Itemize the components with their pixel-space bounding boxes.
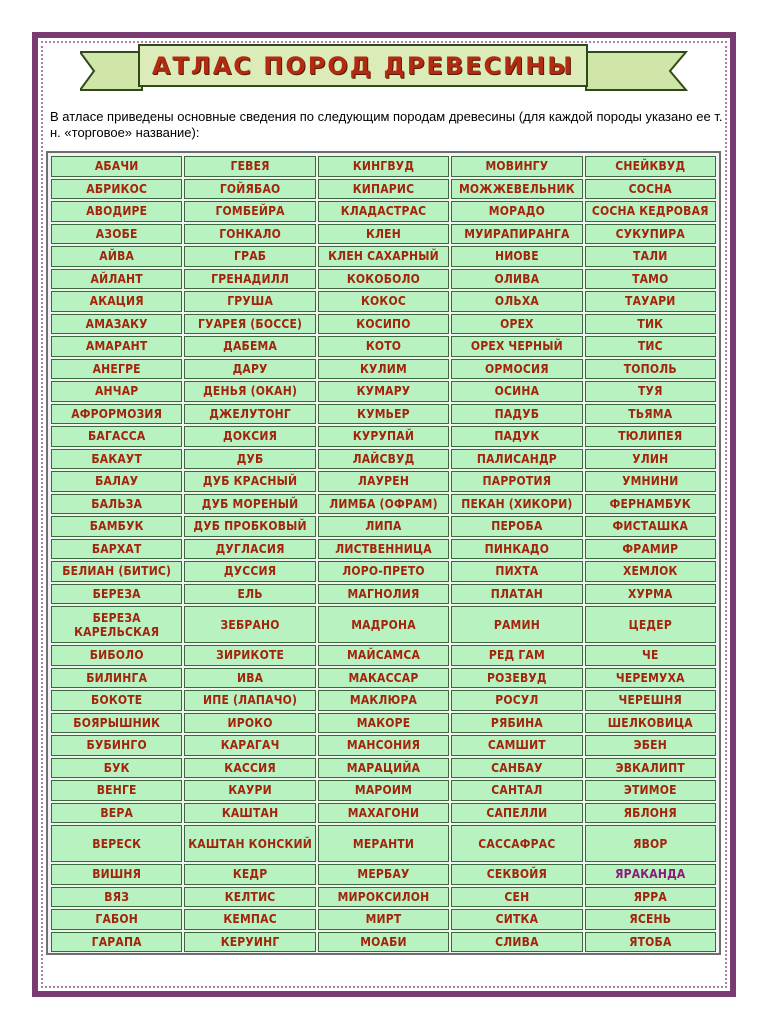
species-cell: ОЛЬХА — [451, 291, 582, 312]
species-cell: МИРОКСИЛОН — [318, 887, 449, 908]
species-cell: ЭБЕН — [585, 735, 716, 756]
species-cell: ТАУАРИ — [585, 291, 716, 312]
species-cell: ДАРУ — [184, 359, 315, 380]
species-cell: ГРАБ — [184, 246, 315, 267]
species-cell: ХЕМЛОК — [585, 561, 716, 582]
species-cell: КАШТАН — [184, 803, 315, 824]
species-cell: ПАРРОТИЯ — [451, 471, 582, 492]
species-cell: РОСУЛ — [451, 690, 582, 711]
species-cell: ЛОРО-ПРЕТО — [318, 561, 449, 582]
species-cell: ВЕРА — [51, 803, 182, 824]
species-cell: БЕРЕЗА — [51, 584, 182, 605]
species-cell: МОЖЖЕВЕЛЬНИК — [451, 179, 582, 200]
species-cell: КЛЕН — [318, 224, 449, 245]
species-cell: ДОКСИЯ — [184, 426, 315, 447]
species-cell: ФИСТАШКА — [585, 516, 716, 537]
column-4 — [451, 156, 582, 952]
species-cell: БАМБУК — [51, 516, 182, 537]
species-cell: ТАЛИ — [585, 246, 716, 267]
species-cell: САПЕЛЛИ — [451, 803, 582, 824]
species-cell: КАССИЯ — [184, 758, 315, 779]
species-cell: КОТО — [318, 336, 449, 357]
species-cell: ЯСЕНЬ — [585, 909, 716, 930]
species-cell: ПАЛИСАНДР — [451, 449, 582, 470]
species-cell: КЕДР — [184, 864, 315, 885]
species-cell: ЛАУРЕН — [318, 471, 449, 492]
species-cell: РАМИН — [451, 606, 582, 643]
species-cell: ДЕНЬЯ (ОКАН) — [184, 381, 315, 402]
species-cell: МОАБИ — [318, 932, 449, 953]
species-cell: АВОДИРЕ — [51, 201, 182, 222]
species-cell: КАРАГАЧ — [184, 735, 315, 756]
species-cell: ОСИНА — [451, 381, 582, 402]
species-cell: КУЛИМ — [318, 359, 449, 380]
species-cell: ЕЛЬ — [184, 584, 315, 605]
species-cell: ЧЕ — [585, 645, 716, 666]
species-cell: САНБАУ — [451, 758, 582, 779]
species-cell: ВИШНЯ — [51, 864, 182, 885]
species-cell: ГРЕНАДИЛЛ — [184, 269, 315, 290]
species-cell: ОЛИВА — [451, 269, 582, 290]
species-cell: ТИК — [585, 314, 716, 335]
species-cell: МАНСОНИЯ — [318, 735, 449, 756]
species-cell: ТОПОЛЬ — [585, 359, 716, 380]
species-cell: АФРОРМОЗИЯ — [51, 404, 182, 425]
species-cell: ЧЕРЕШНЯ — [585, 690, 716, 711]
species-cell: ДУССИЯ — [184, 561, 315, 582]
species-cell: ВЕНГЕ — [51, 780, 182, 801]
species-cell: ЯРАКАНДА — [585, 864, 716, 885]
species-cell: КОКОС — [318, 291, 449, 312]
species-cell: ПИХТА — [451, 561, 582, 582]
species-cell: ГАРАПА — [51, 932, 182, 953]
species-cell: ГУАРЕЯ (БОССЕ) — [184, 314, 315, 335]
species-cell: КУМЬЕР — [318, 404, 449, 425]
species-cell: БОКОТЕ — [51, 690, 182, 711]
species-cell: ЧЕРЕМУХА — [585, 668, 716, 689]
species-cell: КИНГВУД — [318, 156, 449, 177]
species-cell: МАРАЦИЙА — [318, 758, 449, 779]
banner-ribbon-right — [578, 40, 688, 100]
species-cell: СИТКА — [451, 909, 582, 930]
species-cell: САНТАЛ — [451, 780, 582, 801]
species-cell: ГАБОН — [51, 909, 182, 930]
species-cell: АБРИКОС — [51, 179, 182, 200]
species-cell: АНЧАР — [51, 381, 182, 402]
species-cell: ДЖЕЛУТОНГ — [184, 404, 315, 425]
intro-text: В атласе приведены основные сведения по следующим породам древесины (для каждой породы указано ее т. н. «торговое» название): — [50, 109, 723, 140]
species-cell: ТЮЛИПЕЯ — [585, 426, 716, 447]
species-cell: МАКОРЕ — [318, 713, 449, 734]
species-cell: ГОЙЯБАО — [184, 179, 315, 200]
species-cell: АЙВА — [51, 246, 182, 267]
species-cell: ФЕРНАМБУК — [585, 494, 716, 515]
species-cell: РЕД ГАМ — [451, 645, 582, 666]
species-cell: КАУРИ — [184, 780, 315, 801]
species-cell: ЭВКАЛИПТ — [585, 758, 716, 779]
species-cell: ФРАМИР — [585, 539, 716, 560]
species-cell: МЕРАНТИ — [318, 825, 449, 862]
species-cell: РЯБИНА — [451, 713, 582, 734]
species-cell: МОРАДО — [451, 201, 582, 222]
species-cell: ПЕКАН (ХИКОРИ) — [451, 494, 582, 515]
species-cell: ГЕВЕЯ — [184, 156, 315, 177]
species-cell: БАЛАУ — [51, 471, 182, 492]
species-cell: МЕРБАУ — [318, 864, 449, 885]
species-cell: ЛИСТВЕННИЦА — [318, 539, 449, 560]
column-2 — [184, 156, 315, 952]
species-cell: МАКАССАР — [318, 668, 449, 689]
species-cell: ВЕРЕСК — [51, 825, 182, 862]
species-cell: АЗОБЕ — [51, 224, 182, 245]
column-1 — [51, 156, 182, 952]
species-cell: МОВИНГУ — [451, 156, 582, 177]
species-cell: АМАЗАКУ — [51, 314, 182, 335]
species-cell: БИЛИНГА — [51, 668, 182, 689]
species-cell: УМНИНИ — [585, 471, 716, 492]
species-cell: МАХАГОНИ — [318, 803, 449, 824]
species-cell: СОСНА КЕДРОВАЯ — [585, 201, 716, 222]
species-cell: ЗИРИКОТЕ — [184, 645, 315, 666]
species-cell: АБАЧИ — [51, 156, 182, 177]
species-cell: МАГНОЛИЯ — [318, 584, 449, 605]
species-cell: НИОВЕ — [451, 246, 582, 267]
species-cell: СОСНА — [585, 179, 716, 200]
species-cell: РОЗЕВУД — [451, 668, 582, 689]
species-cell: САМШИТ — [451, 735, 582, 756]
species-cell: МАРОИМ — [318, 780, 449, 801]
species-cell: ПАДУБ — [451, 404, 582, 425]
species-cell: ЛИПА — [318, 516, 449, 537]
species-cell: ТАМО — [585, 269, 716, 290]
species-cell: СУКУПИРА — [585, 224, 716, 245]
species-cell: БЕРЕЗА КАРЕЛЬСКАЯ — [51, 606, 182, 643]
species-cell: ТЬЯМА — [585, 404, 716, 425]
species-cell: ПИНКАДО — [451, 539, 582, 560]
species-cell: ПЛАТАН — [451, 584, 582, 605]
species-cell: ЛАЙСВУД — [318, 449, 449, 470]
species-cell: КОСИПО — [318, 314, 449, 335]
column-3 — [318, 156, 449, 952]
species-cell: ТИС — [585, 336, 716, 357]
species-cell: КАШТАН КОНСКИЙ — [184, 825, 315, 862]
species-cell: МАКЛЮРА — [318, 690, 449, 711]
species-cell: БАГАССА — [51, 426, 182, 447]
species-cell: ТУЯ — [585, 381, 716, 402]
column-5 — [585, 156, 716, 952]
species-cell: БАКАУТ — [51, 449, 182, 470]
species-cell: ЛИМБА (ОФРАМ) — [318, 494, 449, 515]
species-cell: ДУГЛАСИЯ — [184, 539, 315, 560]
species-cell: БАЛЬЗА — [51, 494, 182, 515]
species-cell: ЯВОР — [585, 825, 716, 862]
species-cell: БУК — [51, 758, 182, 779]
species-cell: СЕКВОЙЯ — [451, 864, 582, 885]
species-cell: ЯБЛОНЯ — [585, 803, 716, 824]
species-cell: БОЯРЫШНИК — [51, 713, 182, 734]
species-cell: МАДРОНА — [318, 606, 449, 643]
species-cell: АМАРАНТ — [51, 336, 182, 357]
wood-species-table — [46, 151, 721, 955]
species-cell: ОРЕХ ЧЕРНЫЙ — [451, 336, 582, 357]
species-cell: СНЕЙКВУД — [585, 156, 716, 177]
title-banner — [138, 44, 588, 87]
species-cell: ДУБ ПРОБКОВЫЙ — [184, 516, 315, 537]
species-cell: ЯРРА — [585, 887, 716, 908]
species-cell: БЕЛИАН (БИТИС) — [51, 561, 182, 582]
species-cell: ИПЕ (ЛАПАЧО) — [184, 690, 315, 711]
species-cell: ПЕРОБА — [451, 516, 582, 537]
species-cell: ГРУША — [184, 291, 315, 312]
species-cell: ДУБ МОРЕНЫЙ — [184, 494, 315, 515]
species-cell: МАЙСАМСА — [318, 645, 449, 666]
species-cell: ЭТИМОЕ — [585, 780, 716, 801]
species-cell: СЛИВА — [451, 932, 582, 953]
species-cell: ДУБ — [184, 449, 315, 470]
species-cell: КЛЕН САХАРНЫЙ — [318, 246, 449, 267]
species-cell: ДУБ КРАСНЫЙ — [184, 471, 315, 492]
species-cell: ВЯЗ — [51, 887, 182, 908]
species-cell: КЕЛТИС — [184, 887, 315, 908]
species-cell: ИРОКО — [184, 713, 315, 734]
species-cell: УЛИН — [585, 449, 716, 470]
species-cell: МИРТ — [318, 909, 449, 930]
species-cell: ЦЕДЕР — [585, 606, 716, 643]
species-cell: ПАДУК — [451, 426, 582, 447]
species-cell: ДАБЕМА — [184, 336, 315, 357]
species-cell: АЙЛАНТ — [51, 269, 182, 290]
species-cell: ОРЕХ — [451, 314, 582, 335]
species-cell: КИПАРИС — [318, 179, 449, 200]
species-cell: АКАЦИЯ — [51, 291, 182, 312]
species-cell: ОРМОСИЯ — [451, 359, 582, 380]
species-cell: САССАФРАС — [451, 825, 582, 862]
species-cell: ШЕЛКОВИЦА — [585, 713, 716, 734]
species-cell: КОКОБОЛО — [318, 269, 449, 290]
species-cell: БИБОЛО — [51, 645, 182, 666]
species-cell: КУРУПАЙ — [318, 426, 449, 447]
species-cell: БУБИНГО — [51, 735, 182, 756]
species-cell: ГОНКАЛО — [184, 224, 315, 245]
species-cell: КЕМПАС — [184, 909, 315, 930]
species-cell: БАРХАТ — [51, 539, 182, 560]
species-cell: КУМАРУ — [318, 381, 449, 402]
species-cell: ЯТОБА — [585, 932, 716, 953]
species-cell: АНЕГРЕ — [51, 359, 182, 380]
species-cell: МУИРАПИРАНГА — [451, 224, 582, 245]
species-cell: ЗЕБРАНО — [184, 606, 315, 643]
page-title: АТЛАС ПОРОД ДРЕВЕСИНЫ — [151, 51, 575, 80]
species-cell: КЕРУИНГ — [184, 932, 315, 953]
species-cell: ИВА — [184, 668, 315, 689]
species-cell: КЛАДАСТРАС — [318, 201, 449, 222]
species-cell: ХУРМА — [585, 584, 716, 605]
species-cell: СЕН — [451, 887, 582, 908]
species-cell: ГОМБЕЙРА — [184, 201, 315, 222]
